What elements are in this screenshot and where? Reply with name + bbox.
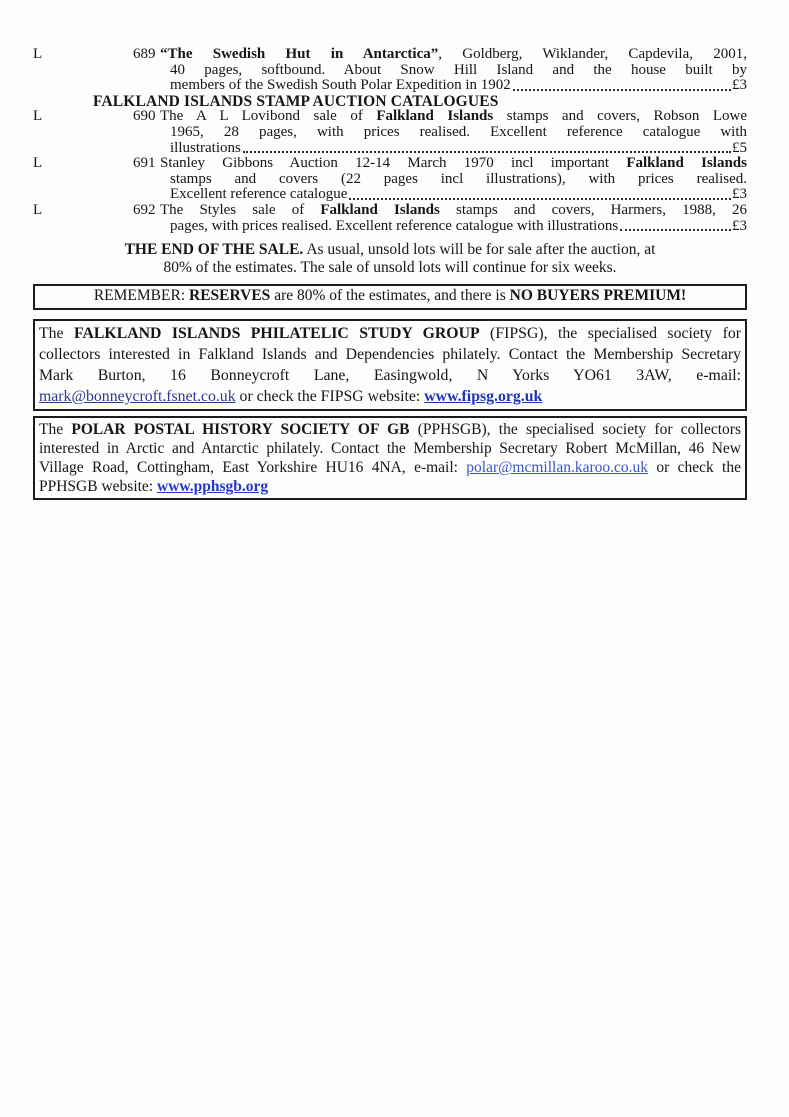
text-segment: PPHSGB website: (39, 478, 157, 495)
end-of-sale-line (33, 241, 747, 259)
lot-row-692 (33, 203, 747, 234)
end-of-sale-line (33, 259, 747, 277)
lot-price: £3 (732, 77, 747, 94)
text-segment: (FIPSG), the specialised society for (479, 325, 741, 342)
text-segment: The A L Lovibond sale of (160, 109, 377, 125)
lot-line-text (170, 219, 618, 235)
dot-leader (620, 229, 731, 231)
text-segment: illustrations (170, 139, 241, 156)
fipsg-website-link[interactable]: www.fipsg.org.uk (424, 388, 543, 405)
lot-line-text (170, 187, 347, 203)
text-segment: FALKLAND ISLANDS PHILATELIC STUDY GROUP (73, 325, 480, 342)
fipsg-line (39, 386, 741, 407)
fipsg-line (39, 344, 741, 365)
text-segment: collectors interested in Falkland Islands and Dependencies philately. Contact the Membership Secretary (39, 346, 741, 363)
text-segment: 80% of the estimates. The sale of unsold lots will continue for six weeks. (163, 258, 617, 276)
pphsgb-line (39, 420, 741, 439)
text-segment: are 80% of the estimates, and there is (270, 287, 510, 304)
text-segment: “The Swedish Hut in Antarctica” (160, 47, 439, 62)
lot-line (170, 172, 747, 188)
lot-price: £3 (732, 217, 747, 234)
lot-line-text (170, 141, 241, 157)
lot-number: 692 (133, 201, 156, 218)
text-segment: POLAR POSTAL HISTORY SOCIETY OF GB (71, 421, 410, 438)
lot-description (160, 203, 747, 234)
lot-description (160, 47, 747, 94)
text-segment: stamps and covers, Robson Lowe (493, 109, 747, 125)
lot-line (160, 47, 747, 63)
lot-line (160, 203, 747, 219)
lot-line (170, 141, 747, 157)
text-segment: Stanley Gibbons Auction 12-14 March 1970 incl important (160, 156, 627, 172)
lot-line (170, 219, 747, 235)
text-segment: The Styles sale of (160, 202, 321, 218)
lot-line (160, 109, 747, 125)
fipsg-line (39, 323, 741, 344)
text-segment: Falkland Islands (376, 109, 494, 125)
dot-leader (513, 89, 731, 91)
text-segment: 1965, 28 pages, with prices realised. Excellent reference catalogue with (170, 124, 747, 140)
pphsgb-email-link[interactable]: polar@mcmillan.karoo.co.uk (466, 459, 649, 476)
remember-text (35, 287, 745, 305)
text-segment: stamps and covers, Harmers, 1988, 26 (439, 202, 747, 218)
text-segment: or check the FIPSG website: (235, 388, 425, 405)
text-segment: or check the (648, 459, 741, 476)
remember-box (33, 284, 747, 310)
text-segment: members of the Swedish South Polar Expedition in 1902 (170, 77, 511, 94)
pphsgb-line (39, 477, 741, 496)
lot-prefix: L (33, 155, 43, 172)
lot-prefix: L (33, 46, 43, 62)
lot-number: 690 (133, 108, 156, 125)
fipsg-line (39, 365, 741, 386)
text-segment: , Goldberg, Wiklander, Capdevila, 2001, (438, 47, 747, 62)
lot-number: 689 (133, 46, 156, 62)
text-segment: (PPHSGB), the specialised society for collectors (409, 421, 741, 438)
lot-line (160, 156, 747, 172)
text-segment: Village Road, Cottingham, East Yorkshire HU16 4NA, e-mail: (39, 459, 467, 476)
text-segment: RESERVES (189, 287, 271, 304)
pphsgb-box (33, 416, 747, 500)
text-segment: The (39, 421, 72, 438)
lot-number: 691 (133, 155, 156, 172)
lot-line (170, 78, 747, 94)
text-segment: The (39, 325, 74, 342)
lot-prefix: L (33, 201, 43, 218)
lot-price: £5 (732, 139, 747, 156)
text-segment: Falkland Islands (320, 202, 440, 218)
text-segment: Mark Burton, 16 Bonneycroft Lane, Easingwold, N Yorks YO61 3AW, e-mail: (39, 367, 741, 384)
text-segment: Falkland Islands (626, 156, 747, 172)
pphsgb-website-link[interactable]: www.pphsgb.org (157, 478, 269, 495)
fipsg-email-link[interactable]: mark@bonneycroft.fsnet.co.uk (39, 388, 236, 405)
lot-description (160, 109, 747, 156)
lot-prefix: L (33, 108, 43, 125)
lot-price: £3 (732, 186, 747, 203)
text-segment: stamps and covers (22 pages incl illustrations), with prices realised. (170, 171, 747, 187)
lot-row-690 (33, 109, 747, 156)
text-segment: As usual, unsold lots will be for sale after the auction, at (303, 241, 656, 258)
lot-row-691 (33, 156, 747, 203)
text-segment: THE END OF THE SALE. (124, 241, 304, 258)
text-segment: 40 pages, softbound. About Snow Hill Island and the house built by (170, 62, 747, 78)
pphsgb-line (39, 458, 741, 477)
lot-line-text (170, 78, 511, 94)
lot-row-689 (33, 47, 747, 94)
text-segment: interested in Arctic and Antarctic philately. Contact the Membership Secretary Robert McMillan, 46 New (39, 440, 741, 457)
end-of-sale-note (33, 241, 747, 276)
lot-line (170, 63, 747, 79)
pphsgb-line (39, 439, 741, 458)
lot-line (170, 125, 747, 141)
lot-description (160, 156, 747, 203)
section-heading: FALKLAND ISLANDS STAMP AUCTION CATALOGUES (93, 92, 499, 110)
text-segment: Excellent reference catalogue (170, 186, 348, 203)
fipsg-box (33, 319, 747, 411)
dot-leader (243, 151, 731, 153)
lot-list (33, 47, 747, 234)
text-segment: pages, with prices realised. Excellent reference catalogue with illustrations (170, 217, 619, 234)
lot-line (170, 187, 747, 203)
dot-leader (349, 198, 731, 200)
text-segment: NO BUYERS PREMIUM! (509, 287, 687, 304)
text-segment: REMEMBER: (93, 287, 190, 304)
